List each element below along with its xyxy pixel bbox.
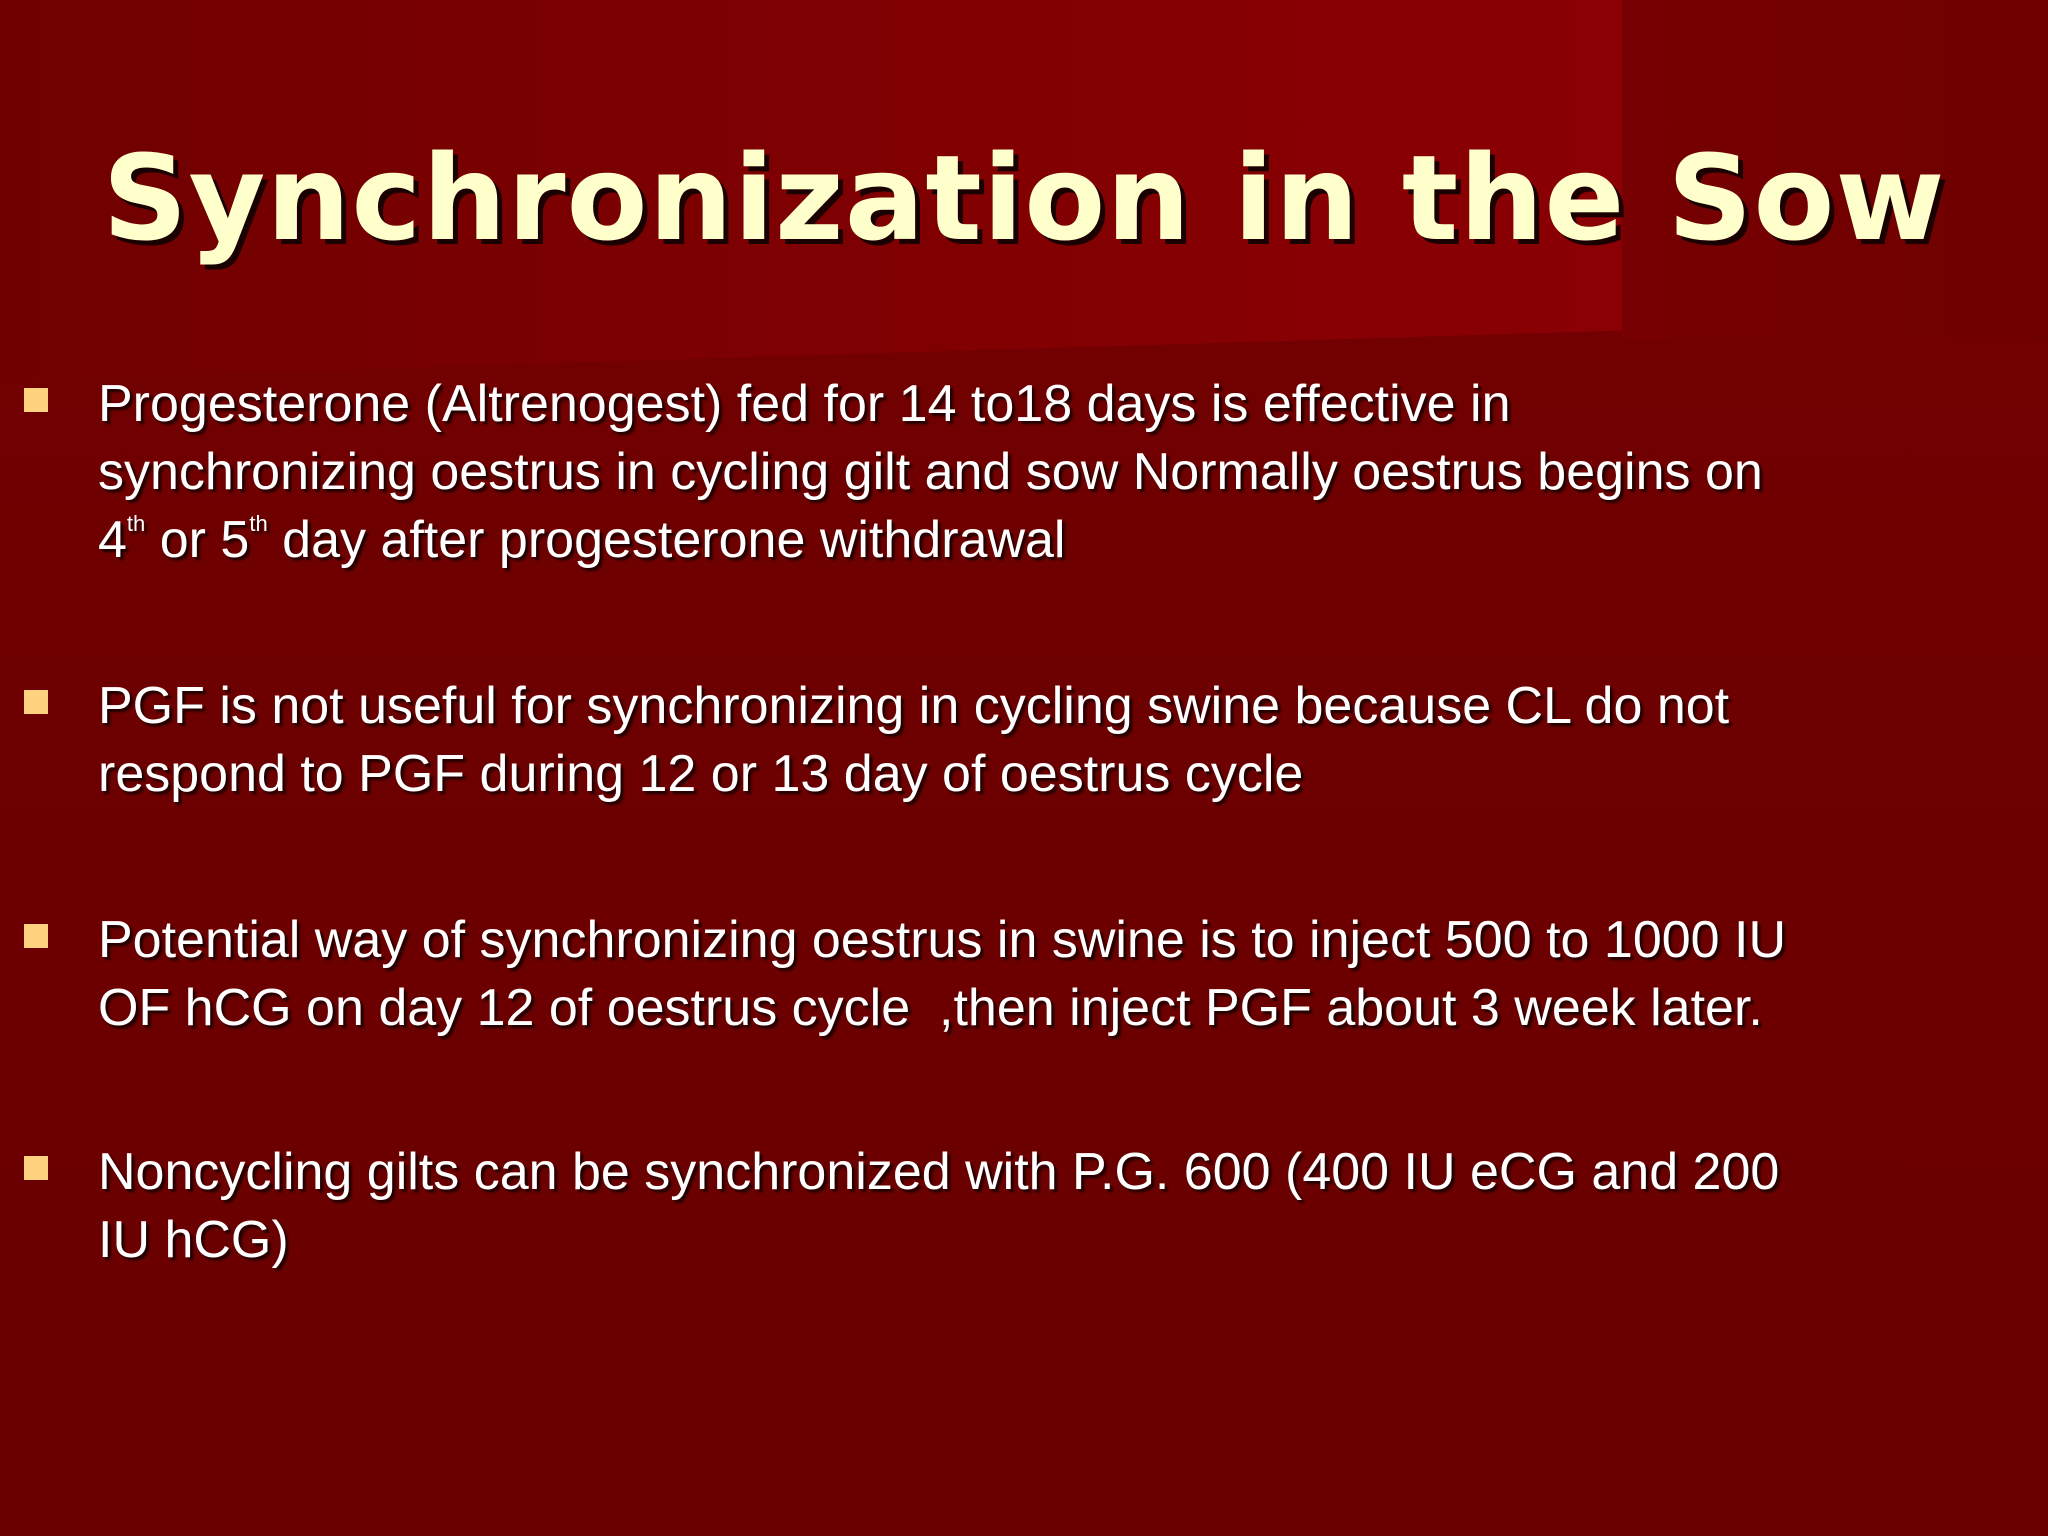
ordinal-suffix: th	[249, 511, 268, 536]
bullet-1-line-2: synchronizing oestrus in cycling gilt and sow Normally oestrus begins on	[98, 443, 1763, 501]
bullet-text-2	[98, 672, 1998, 808]
ordinal-number: 4	[98, 511, 127, 569]
bullet-4-line-1: Noncycling gilts can be synchronized with P.G. 600 (400 IU eCG and 200	[98, 1143, 1780, 1201]
slide-title: Synchronization in the Sow	[102, 129, 1946, 267]
bullet-3-line-2: OF hCG on day 12 of oestrus cycle ,then inject PGF about 3 week later.	[98, 979, 1763, 1037]
bullet-3-line-1: Potential way of synchronizing oestrus in swine is to inject 500 to 1000 IU	[98, 911, 1787, 969]
square-bullet-icon	[24, 924, 48, 948]
bullet-text-3	[98, 906, 1998, 1042]
bullet-text-1	[98, 370, 1998, 574]
bullet-text-4	[98, 1138, 1998, 1274]
ordinal-number: or 5	[145, 511, 250, 569]
square-bullet-icon	[24, 1156, 48, 1180]
line-text: day after progesterone withdrawal	[267, 511, 1066, 569]
ordinal-suffix: th	[126, 511, 146, 536]
square-bullet-icon	[24, 690, 48, 714]
bullet-1-line-3	[98, 506, 1998, 574]
bullet-2-line-1: PGF is not useful for synchronizing in cycling swine because CL do not	[98, 677, 1730, 735]
bullet-4-line-2: IU hCG)	[98, 1211, 289, 1269]
square-bullet-icon	[24, 388, 48, 412]
bullet-1-line-1: Progesterone (Altrenogest) fed for 14 to18 days is effective in	[98, 375, 1511, 433]
bullet-2-line-2: respond to PGF during 12 or 13 day of oestrus cycle	[98, 745, 1304, 803]
